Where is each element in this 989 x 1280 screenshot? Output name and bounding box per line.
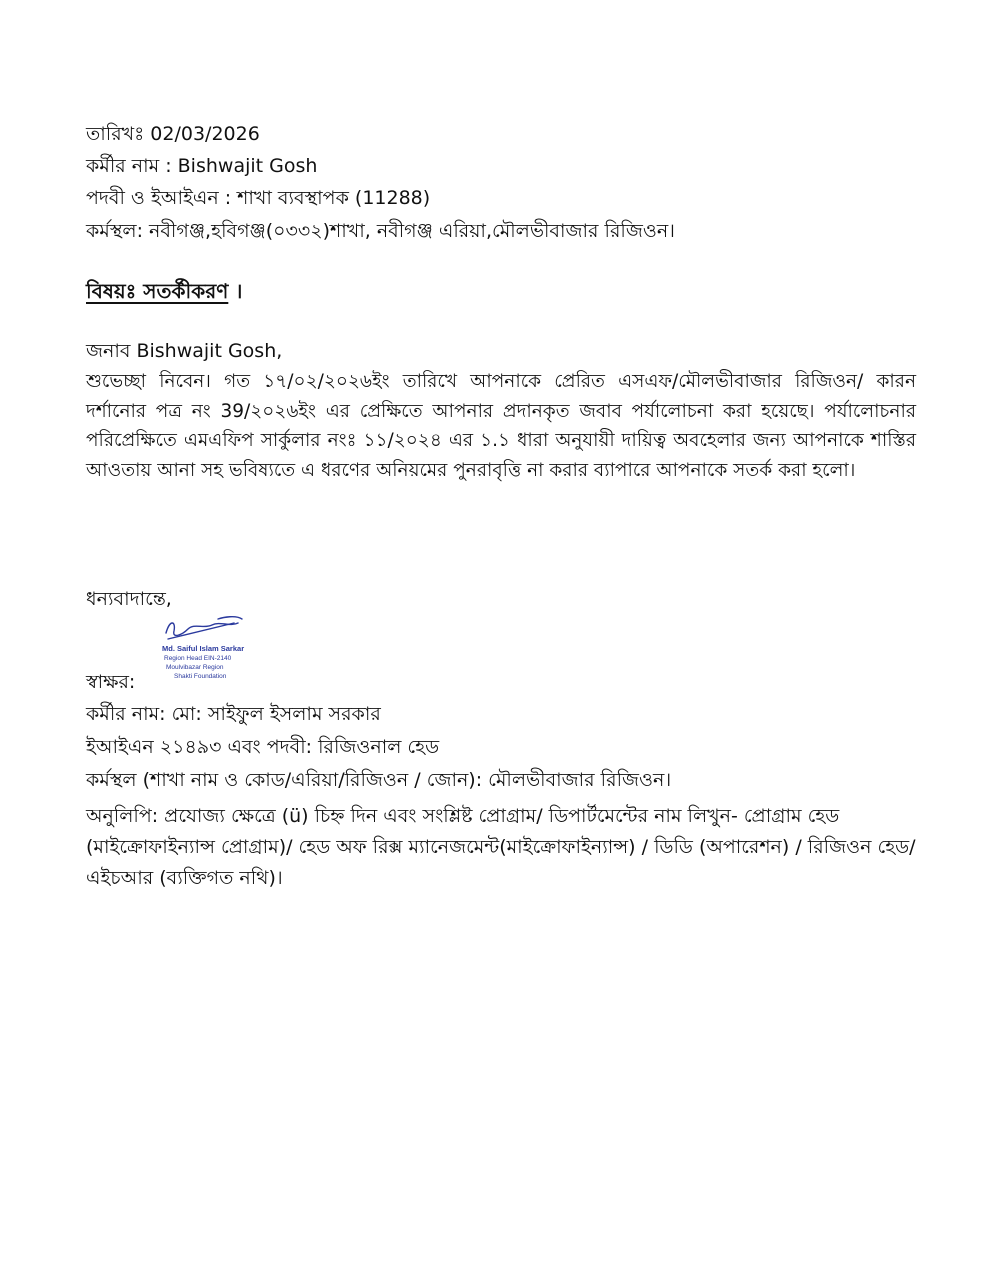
signatory-workplace-line: কর্মস্থল (শাখা নাম ও কোড/এরিয়া/রিজিওন / জোন): মৌলভীবাজার রিজিওন।: [86, 769, 672, 791]
subject-line: [86, 277, 242, 305]
signature-stroke: [168, 623, 234, 639]
stamp-region: Moulvibazar Region: [166, 664, 224, 671]
signature-stamp-graphic: [160, 615, 260, 685]
body-paragraph: শুভেচ্ছা নিবেন। গত ১৭/০২/২০২৬ইং তারিখে আপনাকে প্রেরিত এসএফ/মৌলভীবাজার রিজিওন/ কারন দর্শানোর পত্র নং 39/২০২৬ইং এর প্রেক্ষিতে আপনার প্রদানকৃত জবাব পর্যালোচনা করা হয়েছে। পর্যালোচনার পরিপ্রেক্ষিতে এমএফিপ সার্কুলার নংঃ ১১/২০২৪ এর ১.১ ধারা অনুযায়ী দায়িত্ব অবহেলার জন্য আপনাকে শাস্তির আওতায় আনা সহ ভবিষ্যতে এ ধরণের অনিয়মের পুনরাবৃত্তি না করার ব্যাপারে আপনাকে সতর্ক করা হলো।: [86, 371, 916, 481]
subject-end-mark: ।: [235, 279, 243, 303]
subject-label: বিষয়ঃ সতর্কীকরণ: [86, 279, 229, 303]
salutation: জনাব Bishwajit Gosh,: [86, 340, 283, 362]
date-line: তারিখঃ 02/03/2026: [86, 123, 260, 145]
signature-stamp: [160, 615, 260, 685]
designation-line: পদবী ও ইআইএন : শাখা ব্যবস্থাপক (11288): [86, 187, 431, 209]
stamp-org: Shakti Foundation: [174, 673, 227, 680]
signature-label: স্বাক্ষর:: [86, 671, 136, 693]
workplace-line: কর্মস্থল: নবীগঞ্জ,হবিগঞ্জ(০৩৩২)শাখা, নবীগঞ্জ এরিয়া,মৌলভীবাজার রিজিওন।: [86, 220, 675, 242]
signatory-name-line: কর্মীর নাম: মো: সাইফুল ইসলাম সরকার: [86, 703, 381, 725]
stamp-role: Region Head EIN-2140: [164, 655, 232, 662]
closing-thanks: ধন্যবাদান্তে,: [86, 588, 172, 610]
signature-flourish: [218, 617, 242, 619]
signatory-ein-line: ইআইএন ২১৪৯৩ এবং পদবী: রিজিওনাল হেড: [86, 736, 440, 758]
stamp-name: Md. Saiful Islam Sarkar: [162, 644, 245, 653]
employee-name-line: কর্মীর নাম : Bishwajit Gosh: [86, 155, 318, 177]
copy-to-paragraph: অনুলিপি: প্রযোজ্য ক্ষেত্রে (ü) চিহ্ন দিন এবং সংশ্লিষ্ট প্রোগ্রাম/ ডিপার্টমেন্টের নাম লিখুন- প্রোগ্রাম হেড (মাইক্রোফাইন্যান্স প্রোগ্রাম)/ হেড অফ রিক্স ম্যানেজমেন্ট(মাইক্রোফাইন্যান্স) / ডিডি (অপারেশন) / রিজিওন হেড/ এইচআর (ব্যক্তিগত নথি)।: [86, 805, 916, 889]
